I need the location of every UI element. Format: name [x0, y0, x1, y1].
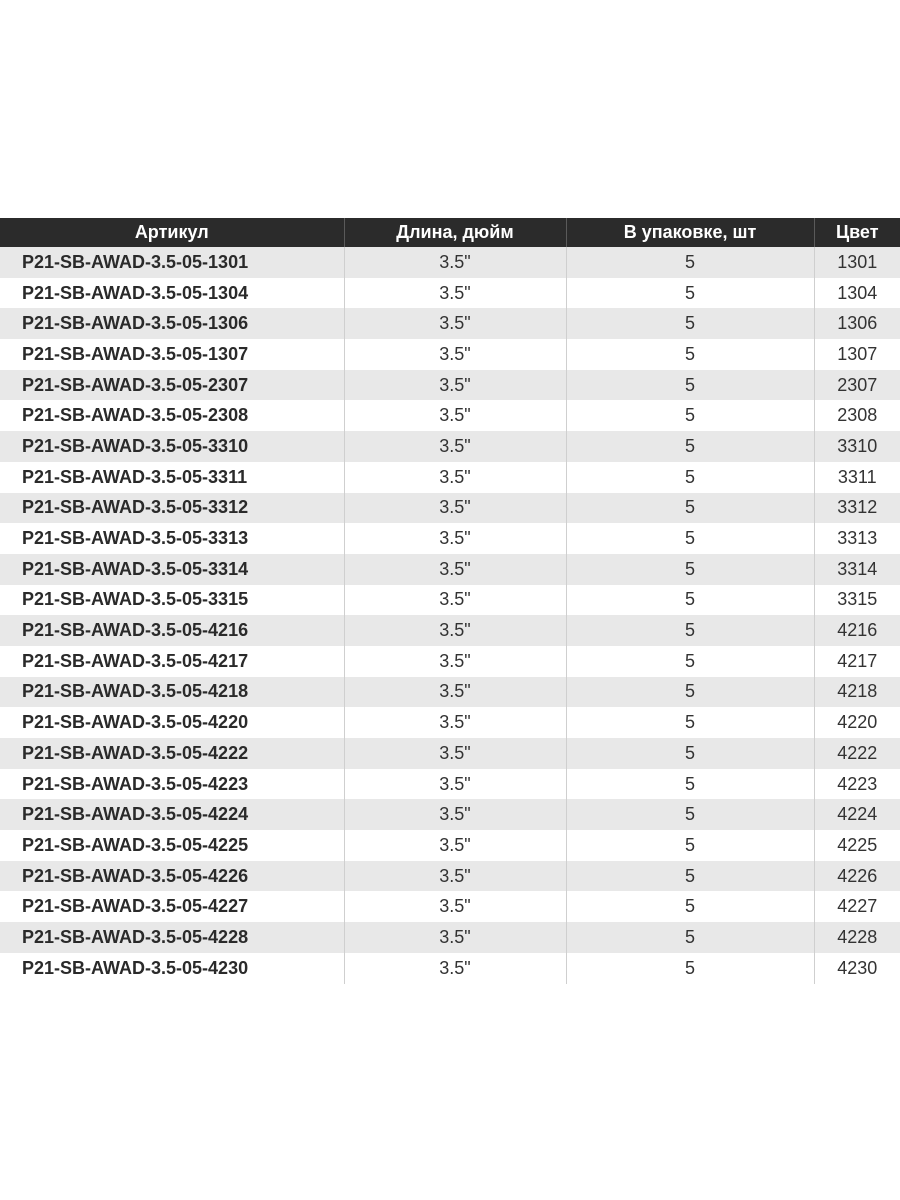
table-row: [0, 462, 900, 493]
cell-color: 2307: [814, 370, 900, 401]
cell-length: 3.5": [344, 953, 566, 984]
cell-length: 3.5": [344, 707, 566, 738]
table-row: [0, 953, 900, 984]
cell-color: 4226: [814, 861, 900, 892]
cell-pack-quantity: 5: [566, 738, 814, 769]
cell-color: 4217: [814, 646, 900, 677]
product-table: [0, 218, 900, 984]
cell-color: 4223: [814, 769, 900, 800]
cell-article: P21-SB-AWAD-3.5-05-4226: [0, 861, 344, 892]
cell-length: 3.5": [344, 769, 566, 800]
table-row: [0, 308, 900, 339]
cell-pack-quantity: 5: [566, 953, 814, 984]
table-body: [0, 247, 900, 984]
cell-pack-quantity: 5: [566, 585, 814, 616]
cell-color: 3310: [814, 431, 900, 462]
cell-length: 3.5": [344, 523, 566, 554]
table-row: [0, 769, 900, 800]
cell-pack-quantity: 5: [566, 769, 814, 800]
cell-article: P21-SB-AWAD-3.5-05-4228: [0, 922, 344, 953]
cell-length: 3.5": [344, 247, 566, 278]
cell-color: 3313: [814, 523, 900, 554]
table-row: [0, 646, 900, 677]
table-header-row: [0, 218, 900, 247]
cell-color: 3314: [814, 554, 900, 585]
table-row: [0, 554, 900, 585]
cell-article: P21-SB-AWAD-3.5-05-3315: [0, 585, 344, 616]
cell-pack-quantity: 5: [566, 707, 814, 738]
cell-color: 2308: [814, 400, 900, 431]
product-table-container: [0, 218, 900, 984]
cell-length: 3.5": [344, 738, 566, 769]
cell-length: 3.5": [344, 646, 566, 677]
cell-article: P21-SB-AWAD-3.5-05-1307: [0, 339, 344, 370]
cell-pack-quantity: 5: [566, 462, 814, 493]
cell-color: 3312: [814, 493, 900, 524]
cell-color: 4225: [814, 830, 900, 861]
cell-color: 4224: [814, 799, 900, 830]
table-row: [0, 523, 900, 554]
cell-length: 3.5": [344, 431, 566, 462]
header-pack-quantity: В упаковке, шт: [566, 218, 814, 247]
cell-color: 1301: [814, 247, 900, 278]
cell-length: 3.5": [344, 400, 566, 431]
cell-color: 4227: [814, 891, 900, 922]
cell-length: 3.5": [344, 585, 566, 616]
table-row: [0, 278, 900, 309]
cell-pack-quantity: 5: [566, 370, 814, 401]
cell-article: P21-SB-AWAD-3.5-05-4225: [0, 830, 344, 861]
table-row: [0, 707, 900, 738]
cell-pack-quantity: 5: [566, 278, 814, 309]
header-length: Длина, дюйм: [344, 218, 566, 247]
cell-length: 3.5": [344, 493, 566, 524]
cell-length: 3.5": [344, 799, 566, 830]
cell-length: 3.5": [344, 308, 566, 339]
table-row: [0, 861, 900, 892]
table-row: [0, 339, 900, 370]
table-row: [0, 830, 900, 861]
cell-pack-quantity: 5: [566, 646, 814, 677]
cell-article: P21-SB-AWAD-3.5-05-1301: [0, 247, 344, 278]
header-color: Цвет: [814, 218, 900, 247]
table-row: [0, 615, 900, 646]
cell-pack-quantity: 5: [566, 677, 814, 708]
cell-color: 3315: [814, 585, 900, 616]
cell-article: P21-SB-AWAD-3.5-05-4224: [0, 799, 344, 830]
cell-article: P21-SB-AWAD-3.5-05-4216: [0, 615, 344, 646]
cell-color: 4230: [814, 953, 900, 984]
cell-length: 3.5": [344, 677, 566, 708]
table-row: [0, 400, 900, 431]
cell-pack-quantity: 5: [566, 400, 814, 431]
cell-article: P21-SB-AWAD-3.5-05-4220: [0, 707, 344, 738]
cell-pack-quantity: 5: [566, 431, 814, 462]
cell-article: P21-SB-AWAD-3.5-05-2308: [0, 400, 344, 431]
cell-color: 1306: [814, 308, 900, 339]
table-row: [0, 493, 900, 524]
cell-length: 3.5": [344, 922, 566, 953]
table-row: [0, 585, 900, 616]
cell-length: 3.5": [344, 462, 566, 493]
cell-pack-quantity: 5: [566, 861, 814, 892]
cell-pack-quantity: 5: [566, 922, 814, 953]
table-row: [0, 799, 900, 830]
cell-length: 3.5": [344, 615, 566, 646]
cell-color: 4222: [814, 738, 900, 769]
cell-article: P21-SB-AWAD-3.5-05-2307: [0, 370, 344, 401]
cell-length: 3.5": [344, 861, 566, 892]
header-article: Артикул: [0, 218, 344, 247]
cell-article: P21-SB-AWAD-3.5-05-4230: [0, 953, 344, 984]
cell-pack-quantity: 5: [566, 554, 814, 585]
cell-color: 1304: [814, 278, 900, 309]
cell-color: 3311: [814, 462, 900, 493]
table-row: [0, 247, 900, 278]
table-row: [0, 370, 900, 401]
cell-article: P21-SB-AWAD-3.5-05-4218: [0, 677, 344, 708]
cell-article: P21-SB-AWAD-3.5-05-4223: [0, 769, 344, 800]
cell-pack-quantity: 5: [566, 339, 814, 370]
cell-length: 3.5": [344, 830, 566, 861]
cell-pack-quantity: 5: [566, 523, 814, 554]
cell-pack-quantity: 5: [566, 493, 814, 524]
cell-length: 3.5": [344, 554, 566, 585]
table-row: [0, 738, 900, 769]
table-row: [0, 891, 900, 922]
cell-pack-quantity: 5: [566, 247, 814, 278]
cell-color: 4218: [814, 677, 900, 708]
cell-color: 1307: [814, 339, 900, 370]
cell-length: 3.5": [344, 891, 566, 922]
cell-pack-quantity: 5: [566, 308, 814, 339]
cell-article: P21-SB-AWAD-3.5-05-3314: [0, 554, 344, 585]
cell-pack-quantity: 5: [566, 799, 814, 830]
cell-pack-quantity: 5: [566, 830, 814, 861]
cell-article: P21-SB-AWAD-3.5-05-4222: [0, 738, 344, 769]
cell-color: 4220: [814, 707, 900, 738]
cell-article: P21-SB-AWAD-3.5-05-3313: [0, 523, 344, 554]
cell-color: 4228: [814, 922, 900, 953]
table-row: [0, 922, 900, 953]
cell-pack-quantity: 5: [566, 615, 814, 646]
cell-article: P21-SB-AWAD-3.5-05-3312: [0, 493, 344, 524]
cell-article: P21-SB-AWAD-3.5-05-4227: [0, 891, 344, 922]
table-row: [0, 431, 900, 462]
cell-length: 3.5": [344, 278, 566, 309]
cell-length: 3.5": [344, 339, 566, 370]
table-header: [0, 218, 900, 247]
cell-length: 3.5": [344, 370, 566, 401]
cell-article: P21-SB-AWAD-3.5-05-1304: [0, 278, 344, 309]
cell-article: P21-SB-AWAD-3.5-05-3310: [0, 431, 344, 462]
cell-pack-quantity: 5: [566, 891, 814, 922]
cell-article: P21-SB-AWAD-3.5-05-4217: [0, 646, 344, 677]
table-row: [0, 677, 900, 708]
cell-color: 4216: [814, 615, 900, 646]
cell-article: P21-SB-AWAD-3.5-05-3311: [0, 462, 344, 493]
cell-article: P21-SB-AWAD-3.5-05-1306: [0, 308, 344, 339]
